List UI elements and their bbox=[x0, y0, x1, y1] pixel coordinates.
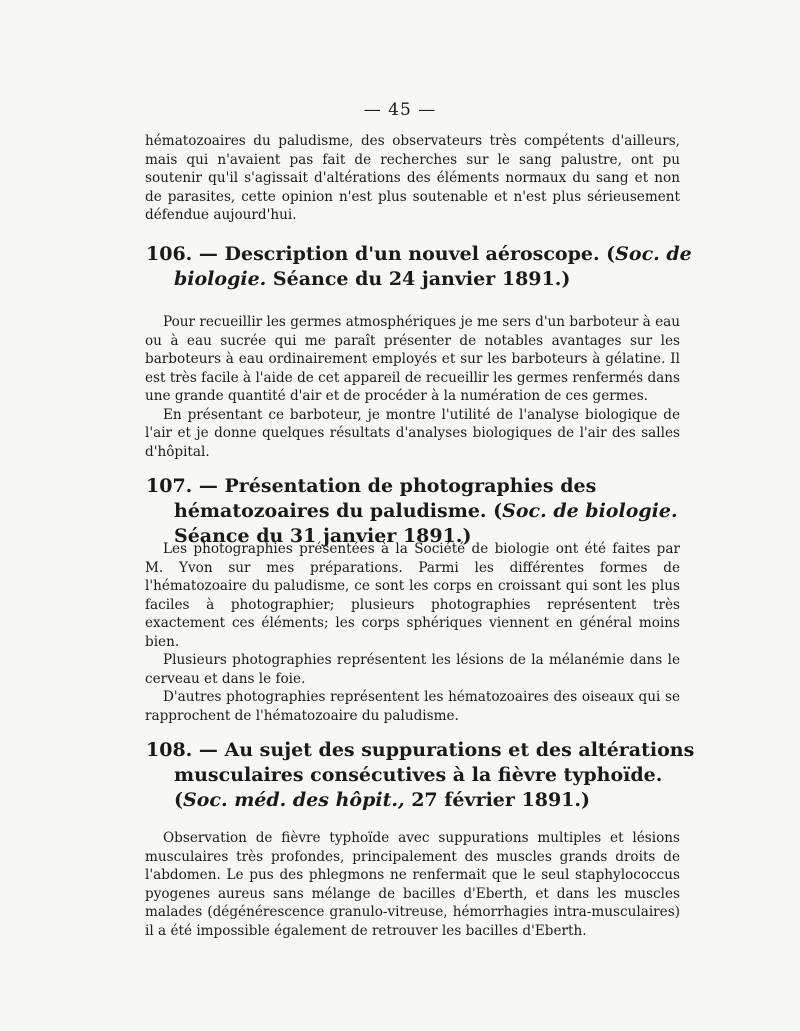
section-title: — Au sujet des suppurations et des altérations musculaires consécutives à la fièvre typhoïde. ( bbox=[174, 739, 695, 811]
section-title: — Présentation de photographies des hématozoaires du paludisme. ( bbox=[174, 475, 597, 522]
section-107-body bbox=[145, 540, 680, 725]
section-number: 108. bbox=[146, 739, 193, 761]
paragraph: Pour recueillir les germes atmosphériques je me sers d'un barboteur à eau ou à eau sucrée qui me paraît présenter de notables avantages sur les barboteurs à eau ordinairement employés et sur les barboteurs à gélatine. Il est très facile à l'aide de cet appareil de recueillir les germes renfermés dans une grande quantité d'air et de procéder à la numération de ces germes. bbox=[145, 314, 680, 404]
section-date: 27 février 1891.) bbox=[404, 789, 590, 811]
section-108-body bbox=[145, 829, 680, 940]
section-date: Séance du 24 janvier 1891.) bbox=[266, 268, 571, 290]
section-date: Séance du 31 janvier 1891.) bbox=[174, 525, 472, 547]
section-107-heading bbox=[146, 474, 714, 549]
paragraph: D'autres photographies représentent les hématozoaires des oiseaux qui se rapprochent de l'hématozoaire du paludisme. bbox=[145, 689, 680, 724]
intro-paragraph bbox=[145, 132, 680, 225]
page-number: — 45 — bbox=[363, 100, 437, 120]
paragraph: Plusieurs photographies représentent les lésions de la mélanémie dans le cerveau et dans le foie. bbox=[145, 652, 680, 687]
section-106-body bbox=[145, 313, 680, 461]
section-source: Soc. de biologie. bbox=[502, 500, 678, 522]
paragraph: En présentant ce barboteur, je montre l'utilité de l'analyse biologique de l'air et je donne quelques résultats d'analyses biologiques de l'air des salles d'hôpital. bbox=[145, 406, 680, 460]
section-108-heading bbox=[146, 738, 714, 813]
section-source: Soc. de biologie. bbox=[174, 243, 692, 290]
paragraph: Observation de fièvre typhoïde avec suppurations multiples et lésions musculaires très profondes, principalement des muscles grands droits de l'abdomen. Le pus des phlegmons ne renfermait que le seul staphylococcus pyogenes aureus sans mélange de bacilles d'Eberth, et dans les muscles malades (dégénérescence granulo-vitreuse, hémorrhagies intra-musculaires) il a été impossible également de retrouver les bacilles d'Eberth. bbox=[145, 830, 680, 939]
section-number: 106. bbox=[146, 243, 193, 265]
paragraph: Les photographies présentées à la Société de biologie ont été faites par M. Yvon sur mes préparations. Parmi les différentes formes de l'hématozoaire du paludisme, ce sont les corps en croissant qui sont les plus faciles à photographier; plusieurs photographies représentent très exactement ces éléments; les corps sphériques viennent en général moins bien. bbox=[145, 541, 680, 650]
section-source: Soc. méd. des hôpit., bbox=[183, 789, 405, 811]
intro-text: hématozoaires du paludisme, des observateurs très compétents d'ailleurs, mais qui n'avaient pas fait de recherches sur le sang palustre, ont pu soutenir qu'il s'agissait d'altérations des éléments normaux du sang et non de parasites, cette opinion n'est plus soutenable et n'est plus sérieusement défendue aujourd'hui. bbox=[145, 133, 680, 223]
section-title: — Description d'un nouvel aéroscope. ( bbox=[192, 243, 616, 265]
section-number: 107. bbox=[146, 475, 193, 497]
section-106-heading bbox=[146, 242, 714, 292]
